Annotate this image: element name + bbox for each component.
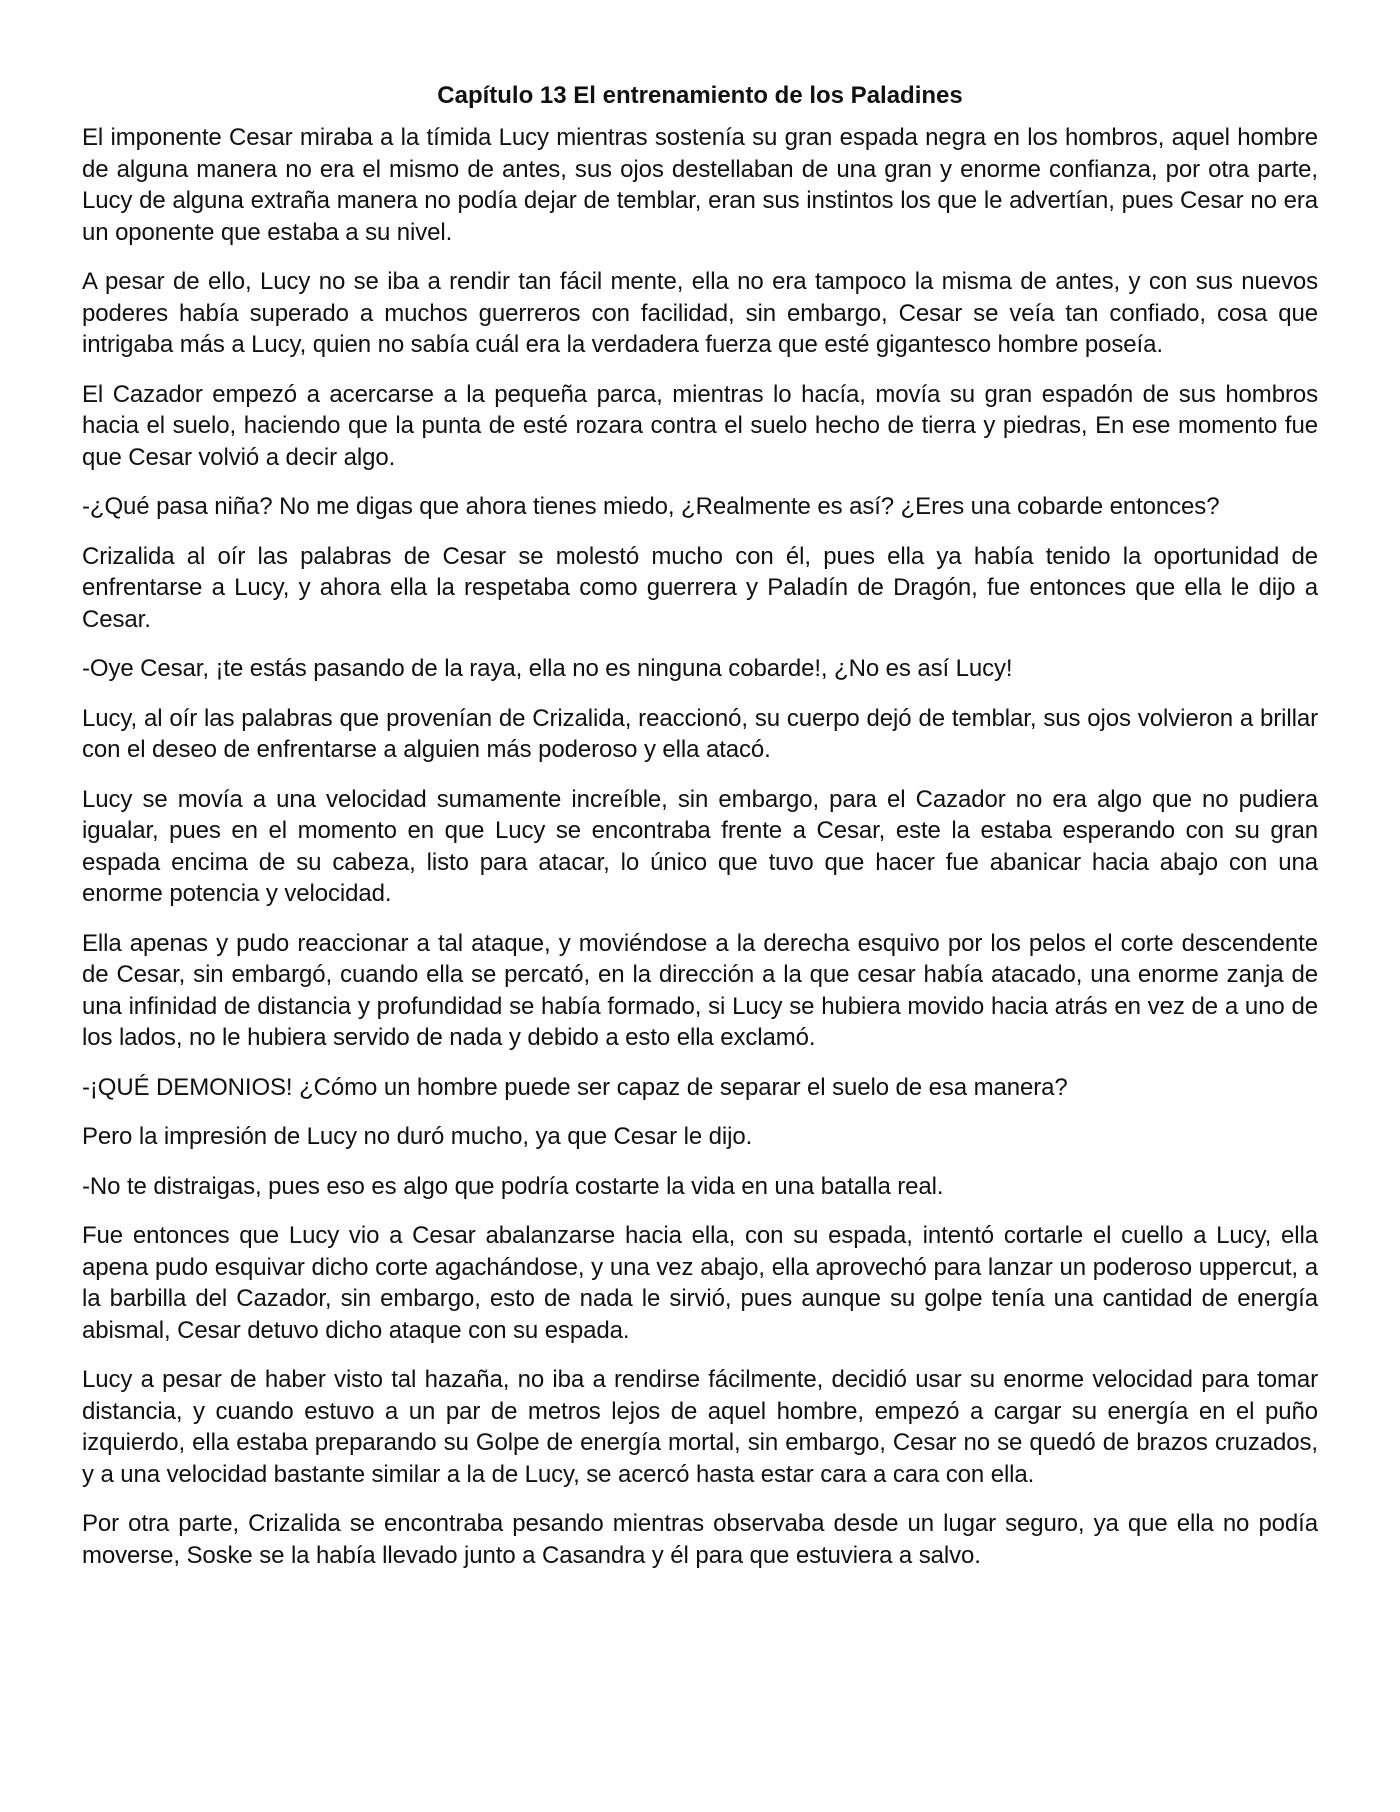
paragraph-9: Ella apenas y pudo reaccionar a tal ataque, y moviéndose a la derecha esquivo por los pelos el corte descendente de Cesar, sin embargó, cuando ella se percató, en la dirección a la que cesar había atacado, una enorme zanja de una infinidad de distancia y profundidad se había formado, si Lucy se hubiera movido hacia atrás en vez de a uno de los lados, no le hubiera servido de nada y debido a esto ella exclamó. [82, 929, 1318, 1051]
paragraph-10: -¡QUÉ DEMONIOS! ¿Cómo un hombre puede ser capaz de separar el suelo de esa manera? [82, 1073, 1068, 1101]
paragraph-5: Crizalida al oír las palabras de Cesar se molestó mucho con él, pues ella ya había tenido la oportunidad de enfrentarse a Lucy, y ahora ella la respetaba como guerrera y Paladín de Dragón, fue entonces que ella le dijo a Cesar. [82, 542, 1318, 633]
paragraph-14: Lucy a pesar de haber visto tal hazaña, no iba a rendirse fácilmente, decidió usar su enorme velocidad para tomar distancia, y cuando estuvo a un par de metros lejos de aquel hombre, empezó a cargar su energía en el puño izquierdo, ella estaba preparando su Golpe de energía mortal, sin embargo, Cesar no se quedó de brazos cruzados, y a una velocidad bastante similar a la de Lucy, se acercó hasta estar cara a cara con ella. [82, 1366, 1318, 1488]
paragraph-12: -No te distraigas, pues eso es algo que podría costarte la vida en una batalla real. [82, 1172, 944, 1200]
paragraph-11: Pero la impresión de Lucy no duró mucho, ya que Cesar le dijo. [82, 1123, 753, 1150]
paragraph-13: Fue entonces que Lucy vio a Cesar abalanzarse hacia ella, con su espada, intentó cortarle el cuello a Lucy, ella apena pudo esquivar dicho corte agachándose, y una vez abajo, ella aprovechó para lanzar un poderoso uppercut, a la barbilla del Cazador, sin embargo, esto de nada le sirvió, pues aunque su golpe tenía una cantidad de energía abismal, Cesar detuvo dicho ataque con su espada. [82, 1222, 1318, 1344]
chapter-title: Capítulo 13 El entrenamiento de los Paladines [437, 82, 963, 109]
paragraph-1: El imponente Cesar miraba a la tímida Lucy mientras sostenía su gran espada negra en los hombros, aquel hombre de alguna manera no era el mismo de antes, sus ojos destellaban de una gran y enorme confianza, por otra parte, Lucy de alguna extraña manera no podía dejar de temblar, eran sus instintos los que le advertían, pues Cesar no era un oponente que estaba a su nivel. [82, 124, 1318, 246]
paragraph-15: Por otra parte, Crizalida se encontraba pesando mientras observaba desde un lugar seguro, ya que ella no podía moverse, Soske se la había llevado junto a Casandra y él para que estuviera a salvo. [82, 1510, 1318, 1569]
document-page [82, 80, 1318, 1589]
paragraph-8: Lucy se movía a una velocidad sumamente increíble, sin embargo, para el Cazador no era algo que no pudiera igualar, pues en el momento en que Lucy se encontraba frente a Cesar, este la estaba esperando con su gran espada encima de su cabeza, listo para atacar, lo único que tuvo que hacer fue abanicar hacia abajo con una enorme potencia y velocidad. [82, 785, 1318, 907]
paragraph-6: -Oye Cesar, ¡te estás pasando de la raya, ella no es ninguna cobarde!, ¿No es así Lucy! [82, 655, 1013, 682]
paragraph-7: Lucy, al oír las palabras que provenían de Crizalida, reaccionó, su cuerpo dejó de temblar, sus ojos volvieron a brillar con el deseo de enfrentarse a alguien más poderoso y ella atacó. [82, 704, 1318, 763]
paragraph-3: El Cazador empezó a acercarse a la pequeña parca, mientras lo hacía, movía su gran espadón de sus hombros hacia el suelo, haciendo que la punta de esté rozara contra el suelo hecho de tierra y piedras, En ese momento fue que Cesar volvió a decir algo. [82, 380, 1318, 471]
paragraph-4: -¿Qué pasa niña? No me digas que ahora tienes miedo, ¿Realmente es así? ¿Eres una cobarde entonces? [82, 493, 1220, 520]
paragraph-2: A pesar de ello, Lucy no se iba a rendir tan fácil mente, ella no era tampoco la misma de antes, y con sus nuevos poderes había superado a muchos guerreros con facilidad, sin embargo, Cesar se veía tan confiado, cosa que intrigaba más a Lucy, quien no sabía cuál era la verdadera fuerza que esté gigantesco hombre poseía. [82, 268, 1318, 358]
